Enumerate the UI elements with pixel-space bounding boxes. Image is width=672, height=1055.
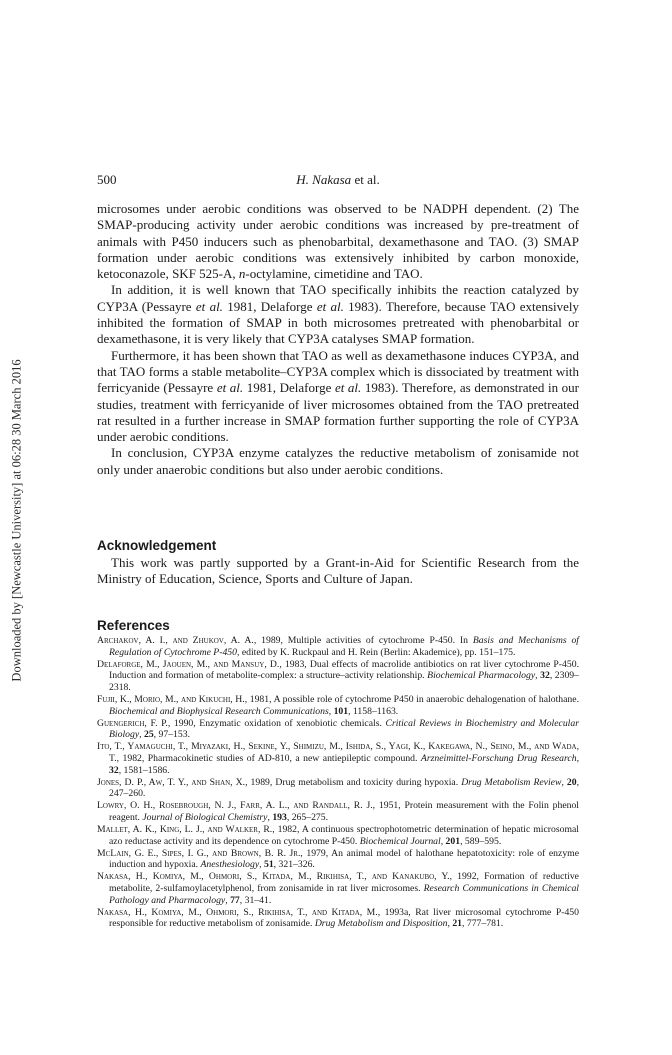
paragraph-2	[97, 282, 579, 347]
reference-journal: Drug Metabolism Review	[461, 776, 562, 788]
reference-pages: , 31–41.	[239, 894, 272, 906]
reference-volume: 32	[540, 670, 550, 682]
paragraph-1	[97, 201, 579, 282]
reference-text-end: , edited by K. Ruckpaul and H. Rein (Berlin: Akademice), pp. 151–175.	[236, 646, 516, 658]
reference-journal: Arzneimittel-Forschung Drug Research	[420, 752, 577, 764]
paragraph-1-text-end: -octylamine, cimetidine and TAO.	[245, 266, 423, 282]
reference-authors: Nakasa, H., Komiya, M., Ohmori, S., Kitada, M., Rikihisa, T., and Kanakubo, Y.	[97, 871, 450, 883]
reference-text: , 1951, Protein measurement with the Folin phenol reagent.	[109, 800, 579, 823]
paragraph-3-text: Furthermore, it has been shown that TAO as well as dexamethasone induces CYP3A, and that TAO forms a stable metabolite–CYP3A complex which is dissociated by treatment with ferricyanide (Pessayre	[97, 347, 579, 396]
reference-text: , 1992, Formation of reductive metabolite, 2-sulfamoylacetylphenol, from zonisamide in rat liver microsomes.	[109, 871, 579, 894]
paragraph-3	[97, 348, 579, 446]
reference-item: Mallet, A. K., King, L. J., and Walker, R., 1982, A continuous spectrophotometric determination of hepatic microsomal azo reductase activity and its dependence on cytochrome P-450. Biochemical Journal, 201, 589–595.	[97, 824, 579, 847]
paragraph-1-italic: n	[238, 266, 246, 282]
running-author-suffix: et al.	[351, 172, 380, 187]
reference-pages: , 1581–1586.	[118, 764, 170, 776]
body-text	[97, 201, 579, 478]
reference-item: McLain, G. E., Sipes, I. G., and Brown, B. R. Jr., 1979, An animal model of halothane hepatotoxicity: role of enzyme induction and hypoxia. Anesthesiology, 51, 321–326.	[97, 847, 579, 871]
download-watermark-text: Downloaded by [Newcastle University] at 06:28 30 March 2016	[9, 358, 24, 682]
reference-volume: 77	[230, 894, 240, 906]
reference-item: Guengerich, F. P., 1990, Enzymatic oxidation of xenobiotic chemicals. Critical Reviews in Biochemistry and Molecular Biology, 25, 97–153.	[97, 717, 579, 741]
reference-authors: Guengerich, F. P.	[97, 717, 168, 729]
download-watermark	[9, 330, 25, 710]
reference-authors: Delaforge, M., Jaouen, M., and Mansuy, D.	[97, 658, 280, 670]
reference-text: , 1982, Pharmacokinetic studies of AD-810, a new antiepileptic compound.	[116, 752, 421, 764]
paragraph-1-text: microsomes under aerobic conditions was observed to be NADPH dependent. (2) The SMAP-producing activity under aerobic conditions was increased by pre-treatment of animals with P450 inducers such as phenobarbital, dexamethasone and TAO. (3) SMAP formation under aerobic conditions was extensively inhibited by carbon monoxide, ketoconazole, SKF 525-A,	[97, 201, 579, 282]
reference-pages: , 265–275.	[286, 811, 329, 823]
reference-pages: , 247–260.	[109, 776, 580, 800]
reference-text: , 1990, Enzymatic oxidation of xenobiotic chemicals.	[167, 717, 386, 729]
reference-journal: Drug Metabolism and Disposition	[314, 918, 448, 930]
reference-text: , 1989, Multiple activities of cytochrome P-450. In	[253, 635, 473, 646]
running-header	[97, 172, 579, 190]
reference-authors: Archakov, A. I., and Zhukov, A. A.	[97, 635, 254, 646]
references-heading: References	[97, 618, 170, 633]
reference-pages: , 1158–1163.	[348, 705, 399, 717]
reference-item: Nakasa, H., Komiya, M., Ohmori, S., Kitada, M., Rikihisa, T., and Kanakubo, Y., 1992, Formation of reductive metabolite, 2-sulfamoylacetylphenol, from zonisamide in rat liver microsomes. Research Communications in Chemical Pathology and Pharmacology, 77, 31–41.	[97, 871, 579, 906]
reference-volume: 101	[333, 705, 349, 717]
reference-item: Jones, D. P., Aw, T. Y., and Shan, X., 1989, Drug metabolism and toxicity during hypoxia. Drug Metabolism Review, 20, 247–260.	[97, 776, 580, 800]
reference-pages: , 2309–2318.	[109, 670, 579, 693]
reference-text: , 1993a, Rat liver microsomal cytochrome P-450 responsible for reductive metabolism of zonisamide.	[109, 906, 579, 930]
reference-authors: Jones, D. P., Aw, T. Y., and Shan, X.	[97, 776, 246, 788]
et-al: et al.	[316, 298, 344, 314]
reference-pages: , 589–595.	[460, 835, 502, 847]
reference-authors: Mallet, A. K., King, L. J., and Walker, R.	[97, 824, 273, 835]
reference-item: Lowry, O. H., Rosebrough, N. J., Farr, A. L., and Randall, R. J., 1951, Protein measurement with the Folin phenol reagent. Journal of Biological Chemistry, 193, 265–275.	[97, 800, 579, 823]
reference-text: , 1982, A continuous spectrophotometric determination of hepatic microsomal azo reductase activity and its dependence on cytochrome P-450.	[109, 824, 579, 847]
reference-journal: Biochemical Pharmacology	[427, 670, 536, 682]
paragraph-3-text-mid: 1981, Delaforge	[243, 380, 335, 396]
reference-item: Ito, T., Yamaguchi, T., Miyazaki, H., Sekine, Y., Shimizu, M., Ishida, S., Yagi, K., Kakegawa, N., Seino, M., and Wada, T., 1982, Pharmacokinetic studies of AD-810, a new antiepileptic compound. Arzneimittel-Forschung Drug Research, 32, 1581–1586.	[97, 741, 579, 776]
reference-book-title: Basis and Mechanisms of Regulation of Cytochrome P-450	[109, 635, 580, 658]
reference-list	[97, 635, 579, 930]
reference-text: , 1981, A possible role of cytochrome P450 in anaerobic dehalogenation of halothane.	[244, 693, 579, 705]
reference-authors: Fujii, K., Morio, M., and Kikuchi, H.	[97, 693, 245, 705]
paragraph-4: In conclusion, CYP3A enzyme catalyzes the reductive metabolism of zonisamide not only under anaerobic conditions but also under aerobic conditions.	[97, 445, 579, 477]
reference-pages: , 321–326.	[273, 859, 315, 871]
reference-volume: 20	[566, 776, 577, 788]
reference-journal: Critical Reviews in Biochemistry and Molecular Biology	[109, 717, 579, 741]
et-al: et al.	[195, 298, 223, 314]
et-al: et al.	[216, 380, 244, 396]
reference-journal: Biochemical and Biophysical Research Communications	[109, 705, 329, 717]
reference-authors: Nakasa, H., Komiya, M., Ohmori, S., Rikihisa, T., and Kitada, M.	[97, 906, 378, 918]
acknowledgement-text: This work was partly supported by a Grant-in-Aid for Scientific Research from the Ministry of Education, Science, Sports and Culture of Japan.	[97, 555, 579, 587]
paragraph-3-text-end: 1983). Therefore, as demonstrated in our studies, treatment with ferricyanide of liver microsomes obtained from the TAO pretreated rat resulted in a further increase in SMAP formation further supporting the role of CYP3A under aerobic conditions.	[97, 380, 580, 445]
paragraph-2-text-mid: 1981, Delaforge	[222, 298, 317, 314]
reference-journal: Journal of Biological Chemistry	[142, 811, 268, 823]
reference-volume: 25	[143, 729, 154, 741]
reference-text: , 1979, An animal model of halothane hepatotoxicity: role of enzyme induction and hypoxia.	[109, 847, 579, 871]
reference-text: , 1983, Dual effects of macrolide antibiotics on rat liver cytochrome P-450. Induction and formation of metabolite-complex: a structure–activity relationship.	[109, 658, 579, 682]
reference-journal: Research Communications in Chemical Pathology and Pharmacology	[109, 882, 579, 906]
et-al: et al.	[334, 380, 362, 396]
reference-pages: , 777–781.	[462, 918, 504, 930]
reference-volume: 32	[109, 764, 119, 776]
paragraph-2-text-end: 1983). Therefore, because TAO extensively inhibited the formation of SMAP in both microsomes pretreated with phenobarbital or dexamethasone, it is very likely that CYP3A catalyses SMAP formation.	[97, 298, 579, 347]
running-author-name: H. Nakasa	[296, 172, 352, 187]
reference-journal: Anesthesiology	[200, 859, 260, 871]
reference-volume: 51	[263, 859, 274, 871]
reference-item: Nakasa, H., Komiya, M., Ohmori, S., Rikihisa, T., and Kitada, M., 1993a, Rat liver microsomal cytochrome P-450 responsible for reductive metabolism of zonisamide. Drug Metabolism and Disposition, 21, 777–781.	[97, 906, 579, 930]
reference-pages: , 97–153.	[153, 729, 190, 741]
acknowledgement-section	[97, 555, 579, 588]
acknowledgement-heading: Acknowledgement	[97, 538, 217, 553]
reference-authors: Lowry, O. H., Rosebrough, N. J., Farr, A. L., and Randall, R. J.	[97, 800, 373, 812]
reference-journal: Biochemical Journal	[359, 835, 441, 847]
reference-volume: 201	[445, 835, 461, 847]
reference-volume: 21	[452, 918, 463, 930]
paragraph-2-text: In addition, it is well known that TAO specifically inhibits the reaction catalyzed by CYP3A (Pessayre	[97, 282, 579, 314]
reference-item: Delaforge, M., Jaouen, M., and Mansuy, D., 1983, Dual effects of macrolide antibiotics on rat liver cytochrome P-450. Induction and formation of metabolite-complex: a structure–activity relationship. Biochemical Pharmacology, 32, 2309–2318.	[97, 658, 579, 693]
reference-item	[97, 635, 579, 658]
running-author	[97, 172, 579, 188]
reference-item: Fujii, K., Morio, M., and Kikuchi, H., 1981, A possible role of cytochrome P450 in anaerobic dehalogenation of halothane. Biochemical and Biophysical Research Communications, 101, 1158–1163.	[97, 693, 579, 717]
reference-authors: Ito, T., Yamaguchi, T., Miyazaki, H., Sekine, Y., Shimizu, M., Ishida, S., Yagi, K., Kakegawa, N., Seino, M., and Wada, T.	[97, 741, 579, 764]
reference-volume: 193	[272, 811, 287, 823]
reference-text: , 1989, Drug metabolism and toxicity during hypoxia.	[245, 776, 462, 788]
page-number: 500	[97, 172, 117, 187]
reference-authors: McLain, G. E., Sipes, I. G., and Brown, B. R. Jr.	[97, 847, 301, 859]
